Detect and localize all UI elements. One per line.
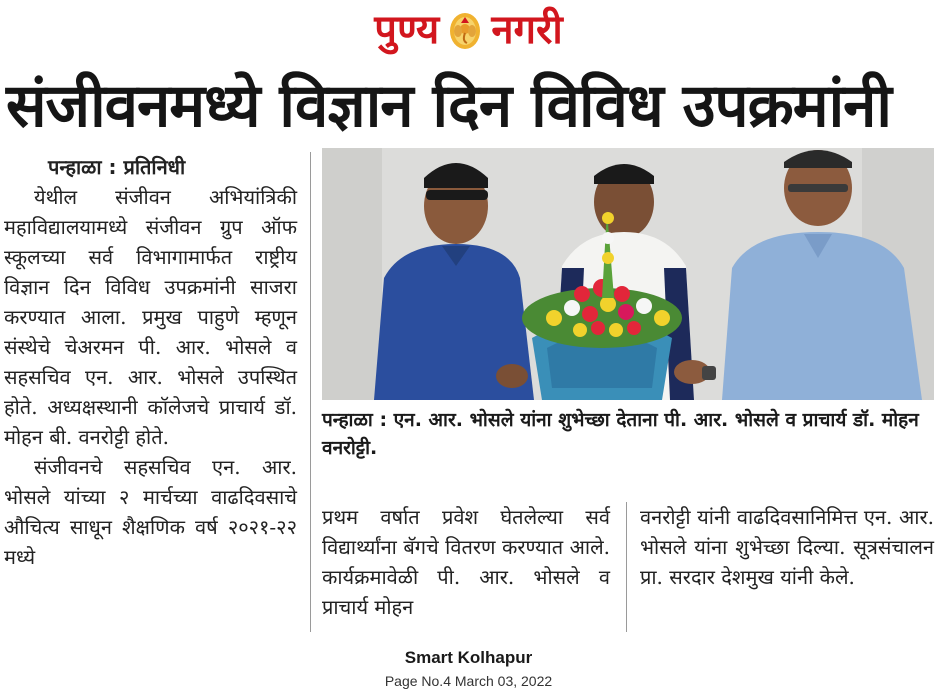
article-paragraph-3: प्रथम वर्षात प्रवेश घेतलेल्या सर्व विद्यार्थ्यांना बॅगचे वितरण करण्यात आले. कार्यक्रमावेळी पी. आर. भोसले व प्राचार्य मोहन (322, 505, 610, 619)
article-column-1 (4, 152, 297, 572)
masthead (0, 2, 937, 60)
article-paragraph-1: येथील संजीवन अभियांत्रिकी महाविद्यालयामध्ये संजीवन ग्रुप ऑफ स्कूलच्या सर्व विभागामार्फत राष्ट्रीय विज्ञान दिन विविध उपक्रमांनी साजरा करण्यात आला. प्रमुख पाहुणे म्हणून संस्थेचे चेअरमन पी. आर. भोसले व सहसचिव एन. आर. भोसले उपस्थित होते. अध्यक्षस्थानी कॉलेजचे प्राचार्य डॉ. मोहन बी. वनरोट्टी होते. (4, 185, 297, 449)
ganesha-logo-icon (448, 9, 482, 51)
column-divider (310, 152, 311, 632)
article-column-2 (322, 502, 610, 622)
photo-illustration (322, 148, 934, 400)
headline: संजीवनमध्ये विज्ञान दिन विविध उपक्रमांनी (6, 71, 891, 141)
masthead-title-part2: नगरी (491, 7, 563, 53)
news-photo (322, 148, 934, 400)
masthead-title-part1: पुण्य (374, 7, 440, 53)
photo-caption: पन्हाळा : एन. आर. भोसले यांना शुभेच्छा देताना पी. आर. भोसले व प्राचार्य डॉ. मोहन वनरोट्टी. (322, 409, 919, 459)
article-paragraph-2: संजीवनचे सहसचिव एन. आर. भोसले यांच्या २ मार्चच्या वाढदिवसाचे औचित्य साधून शैक्षणिक वर्ष २०२१-२२ मध्ये (4, 455, 297, 569)
article-column-3 (640, 502, 934, 592)
page-info: Page No.4 March 03, 2022 (384, 673, 553, 689)
dateline: पन्हाळा : प्रतिनिधी (48, 155, 186, 179)
column-divider (626, 502, 627, 632)
source-label: Smart Kolhapur (404, 648, 533, 667)
article-paragraph-4: वनरोट्टी यांनी वाढदिवसानिमित्त एन. आर. भोसले यांना शुभेच्छा दिल्या. सूत्रसंचालन प्रा. सरदार देशमुख यांनी केले. (640, 505, 934, 589)
